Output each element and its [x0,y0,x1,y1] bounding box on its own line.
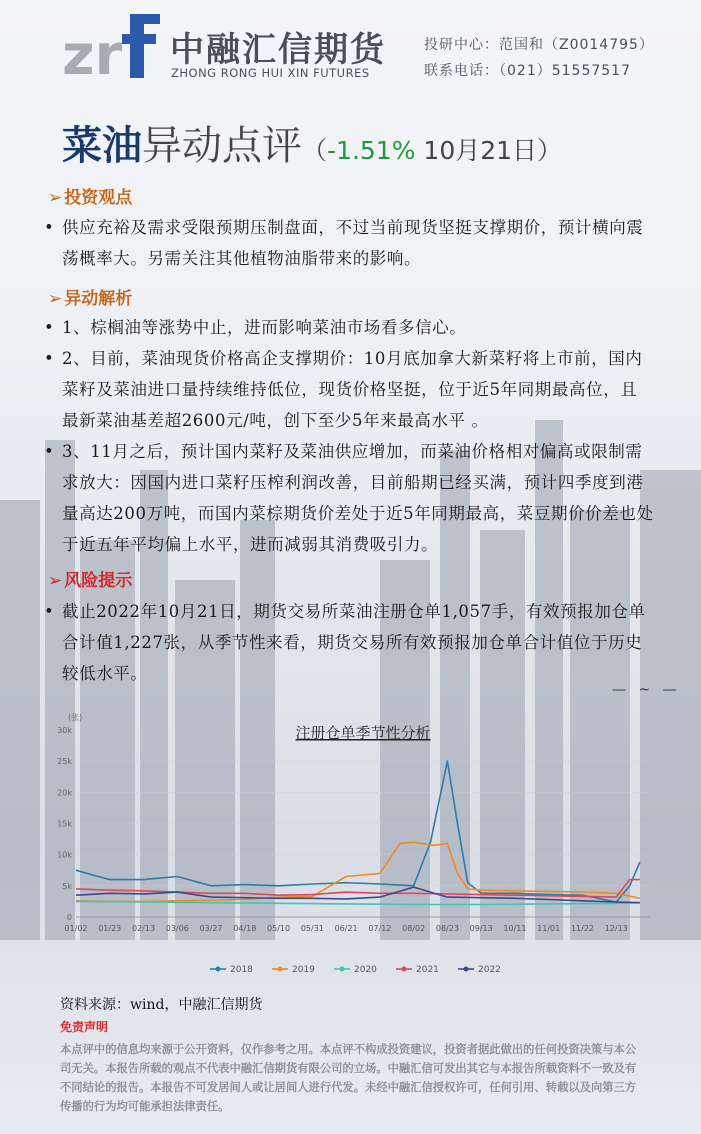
section-heading-analysis: ➢ 异动解析 [48,289,133,309]
disclaimer-title: 免责声明 [60,1020,109,1034]
x-tick-label: 03/27 [199,924,223,933]
company-logo-mark [62,12,162,80]
title-main: 异动点评 [142,123,302,169]
series-line-2018 [76,761,640,902]
list-item: • 2、目前，菜油现货价格高企支撑期价：10月底加拿大新菜籽将上市前，国内菜籽及菜油进口量持续维持低位，现货价格坚挺，位于近5年同期最高位，且最新菜油基差超2600元/吨，创下至少5年来最高水平 。 [44,349,643,430]
x-tick-label: 05/31 [300,924,324,933]
y-tick-label: 25k [57,757,72,767]
list-item: • 供应充裕及需求受限预期压制盘面，不过当前现货坚挺支撑期价，预计横向震荡概率大。另需关注其他植物油脂带来的影响。 [44,218,644,268]
legend-label-2019: 2019 [292,965,315,975]
analyst-contact: 投研中心：范国和（Z0014795） [424,37,654,53]
x-tick-label: 03/06 [165,924,189,933]
legend-marker-2019 [278,967,283,972]
svg-text:zr: zr [62,23,123,80]
list-item: • 3、11月之后，预计国内菜籽及菜油供应增加，而菜油价格相对偏高或限制需求放大：因国内进口菜籽压榨利润改善，目前船期已经买满，预计四季度到港量高达200万吨，而国内菜棕期货价差处于近5年同期最高，菜豆期价价差也处于近五年平均偏上水平，进而减弱其消费吸引力。 [44,442,654,554]
section-heading-view: ➢ 投资观点 [48,188,133,208]
title-product: 菜油 [62,123,142,169]
company-name-cn: 中融汇信期货 [170,30,386,70]
x-tick-label: 07/12 [368,924,392,933]
data-source: 资料来源：wind，中融汇信期货 [60,997,263,1013]
chart-title: 注册仓单季节性分析 [295,724,431,742]
legend-label-2018: 2018 [230,965,253,975]
phone-contact: 联系电话：（021）51557517 [424,63,631,79]
list-item: • 截止2022年10月21日，期货交易所菜油注册仓单1,057手，有效预报加仓单合计值1,227张，从季节性来看，期货交易所有效预报加仓单合计值位于历史较低水平。 [44,602,646,683]
x-tick-label: 12/13 [604,924,628,933]
arrow-icon: ➢ [48,289,63,309]
x-tick-label: 05/10 [267,924,291,933]
title-date: 10月21日） [415,136,563,165]
y-tick-label: 5k [62,881,72,891]
series-line-2020 [76,901,640,904]
y-tick-label: 0 [66,913,72,922]
title-paren: （ [302,136,328,165]
y-tick-label: 15k [57,819,72,829]
legend-label-2022: 2022 [478,965,501,975]
arrow-icon: ➢ [48,188,63,208]
warehouse-receipt-chart [50,705,670,985]
x-tick-label: 06/21 [334,924,358,933]
y-tick-label: 20k [57,788,72,798]
legend-marker-2022 [464,967,469,972]
disclaimer-text: 本点评中的信息均来源于公开资料，仅作参考之用。本点评不构成投资建议，投资者据此做出的任何投资决策与本公司无关。本报告所载的观点不代表中融汇信期货有限公司的立场。中融汇信可发出其它与本报告所载资料不一致及有不同结论的报告。本报告不可发居间人或让居间人进行代发。未经中融汇信授权许可，任何引用、转载以及向第三方传播的行为均可能承担法律责任。 [60,1043,637,1113]
x-tick-label: 10/11 [503,924,527,933]
y-tick-label: 30k [57,726,72,735]
legend-marker-2018 [216,967,221,972]
legend-label-2021: 2021 [416,965,439,975]
x-tick-label: 01/02 [64,924,88,933]
x-tick-label: 09/13 [469,924,493,933]
y-tick-label: 10k [57,850,72,860]
section-divider-mark: — ~ — [612,682,681,698]
x-tick-label: 11/22 [570,924,595,933]
page-title [62,114,562,171]
y-axis-label: (张) [68,713,83,722]
x-tick-label: 01/23 [98,924,122,933]
arrow-icon: ➢ [48,571,63,591]
x-tick-label: 04/18 [233,924,257,933]
x-tick-label: 08/23 [435,924,459,933]
company-name-en: ZHONG RONG HUI XIN FUTURES [171,66,370,80]
section-heading-risk: ➢ 风险提示 [48,571,133,591]
title-change: -1.51% [327,136,416,165]
x-tick-label: 02/13 [131,924,156,933]
list-item: • 1、棕榈油等涨势中止，进而影响菜油市场看多信心。 [44,318,467,337]
x-tick-label: 08/02 [402,924,426,933]
legend-marker-2020 [340,967,345,972]
x-tick-label: 11/01 [537,924,561,933]
legend-label-2020: 2020 [354,965,377,975]
legend-marker-2021 [402,967,407,972]
